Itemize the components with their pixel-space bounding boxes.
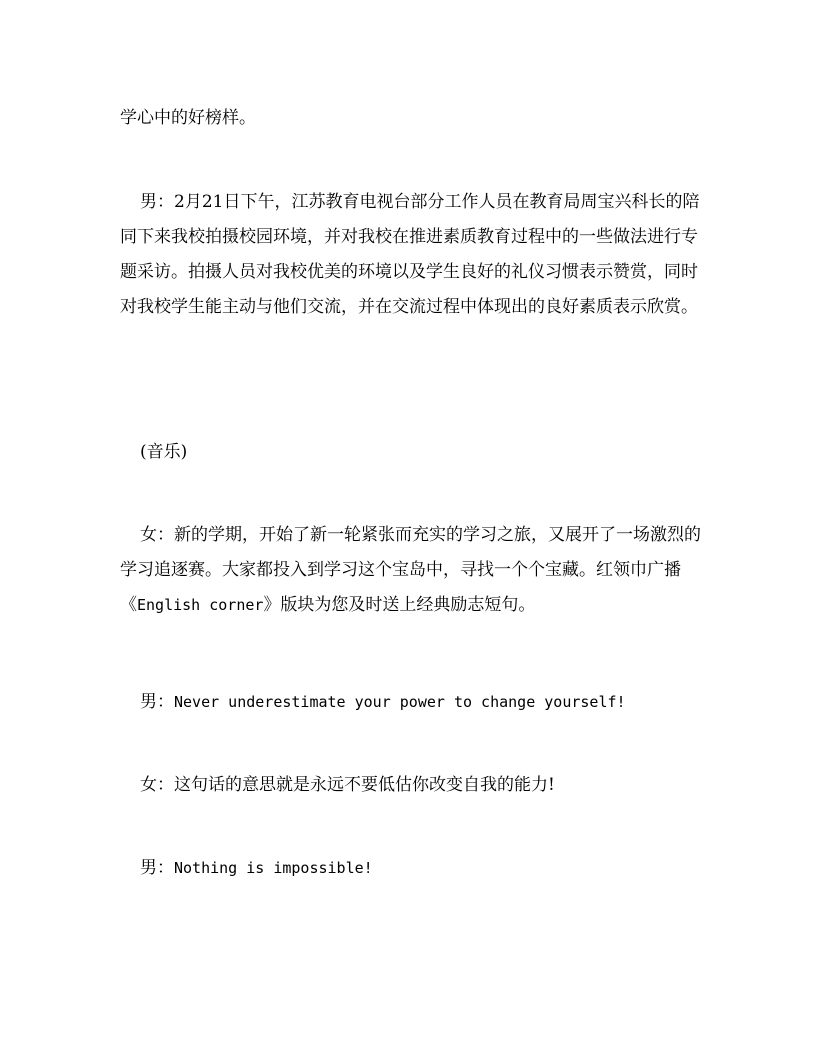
speaker-label-male-2: 男： bbox=[140, 858, 174, 878]
paragraph-english-quote-1 bbox=[120, 685, 705, 720]
paragraph-quote-translation: 女：这句话的意思就是永远不要低估你改变自我的能力! bbox=[140, 775, 555, 795]
english-corner-intro-text-2: 》版块为您及时送上经典励志短句。 bbox=[263, 595, 536, 615]
paragraph-english-quote-2 bbox=[120, 851, 705, 886]
speaker-label-male: 男： bbox=[140, 692, 174, 712]
english-corner-title: English corner bbox=[137, 596, 264, 614]
paragraph-news-report: 男：2月21日下午，江苏教育电视台部分工作人员在教育局周宝兴科长的陪同下来我校拍摄校园环境，并对我校在推进素质教育过程中的一些做法进行专题采访。拍摄人员对我校优美的环境以及学生良好的礼仪习惯表示赞赏，同时对我校学生能主动与他们交流，并在交流过程中体现出的良好素质表示欣赏。 bbox=[120, 192, 700, 317]
english-corner-intro-text-1: 女：新的学期，开始了新一轮紧张而充实的学习之旅，又展开了一场激烈的学习追逐赛。大家都投入到学习这个宝岛中，寻找一个个宝藏。红领巾广播《 bbox=[120, 525, 701, 615]
english-quote-2: Nothing is impossible! bbox=[174, 859, 373, 877]
paragraph-english-corner-intro bbox=[120, 518, 705, 623]
paragraph-intro-ending: 学心中的好榜样。 bbox=[120, 108, 256, 128]
paragraph-music-cue: (音乐) bbox=[140, 442, 188, 462]
english-quote-1: Never underestimate your power to change yourself! bbox=[174, 693, 626, 711]
